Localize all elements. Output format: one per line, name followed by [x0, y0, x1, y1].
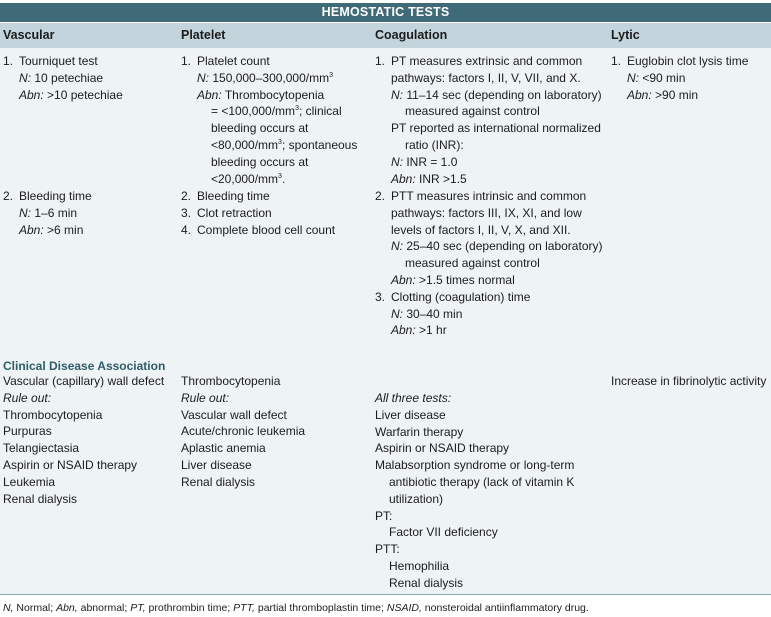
list-item: Warfarin therapy: [375, 424, 464, 439]
abnormal-value: Abn: >1.5 times normal: [391, 272, 515, 287]
list-item: Renal dialysis: [181, 474, 256, 489]
header-platelet: Platelet: [181, 28, 226, 42]
list-item: Renal dialysis: [3, 491, 78, 506]
clinical-section-title: Clinical Disease Association: [3, 359, 166, 373]
coagulation-tests-2: 2. PTT measures intrinsic and common pathways: factors III, IX, XI, and low levels of factors I, II, V, X, and XII. N: 25–40 sec (depending on laboratory) measured against control Abn: >1.5 times normal 3. Clotting (coagulation) time N: 30–40 min Abn: >1 hr: [375, 189, 603, 338]
clinical-lytic: Increase in fibrinolytic activity: [611, 374, 767, 388]
list-item: Renal dialysis: [389, 575, 464, 590]
list-item: Malabsorption syndrome or long-term: [375, 458, 575, 473]
clinical-platelet: Thrombocytopenia Rule out: Vascular wall defect Acute/chronic leukemia Aplastic anemia Liver disease Renal dialysis: [181, 374, 306, 489]
abnormal-value: Abn: >10 petechiae: [19, 87, 123, 102]
abnormal-value: Abn: >6 min: [19, 222, 84, 237]
lytic-tests: [611, 53, 748, 103]
normal-value: N: <90 min: [627, 70, 686, 85]
list-item: Aspirin or NSAID therapy: [3, 457, 138, 472]
normal-value: N: 11–14 sec (depending on laboratory): [391, 87, 602, 102]
list-item: Acute/chronic leukemia: [181, 424, 306, 439]
list-item: 2. Bleeding time: [181, 189, 270, 203]
abnormal-value: Abn: Thrombocytopenia: [197, 87, 325, 102]
clinical-vascular: Vascular (capillary) wall defect Rule out: Thrombocytopenia Purpuras Telangiectasia Aspirin or NSAID therapy Leukemia Renal dialysis: [3, 374, 165, 506]
table-footnote: N, Normal; Abn, abnormal; PT, prothrombin time; PTT, partial thromboplastin time; NSAID, nonsteroidal antiinflammatory drug.: [3, 602, 589, 614]
header-vascular: Vascular: [3, 28, 55, 42]
list-item: 1. Euglobin clot lysis time: [611, 54, 749, 68]
list-item: Vascular wall defect: [181, 407, 287, 422]
platelet-tests: 1. Platelet count N: $150,000-300,000/mm^3$ Abn: Thrombocytopenia = $<100,000/mm^3$; clinical bleeding occurs at $<80,000/mm^3$; spontaneous bleeding occurs at $<20,000/mm^3$.: [181, 54, 358, 186]
list-item: 2. Bleeding time: [3, 189, 92, 203]
list-item: Aplastic anemia: [181, 441, 266, 456]
list-item: Leukemia: [3, 474, 56, 489]
list-item: Telangiectasia: [3, 441, 80, 456]
vascular-tests: [3, 53, 123, 103]
list-item: 1. Platelet count: [181, 54, 270, 68]
list-item: Aspirin or NSAID therapy: [375, 441, 510, 456]
list-item: 3. Clot retraction: [181, 205, 272, 220]
normal-value: N: 10 petechiae: [19, 70, 104, 85]
list-item: Factor VII deficiency: [389, 525, 498, 540]
list-item: Thrombocytopenia: [3, 407, 103, 422]
list-item: Liver disease: [181, 457, 252, 472]
platelet-tests-2: [181, 188, 335, 238]
list-item: 3. Clotting (coagulation) time: [375, 289, 531, 304]
list-item: 4. Complete blood cell count: [181, 222, 336, 237]
normal-value: N: $150,000-300,000/mm^3$: [197, 70, 334, 85]
normal-value: N: 25–40 sec (depending on laboratory): [391, 239, 603, 254]
abnormal-value: Abn: >90 min: [627, 87, 699, 102]
list-item: 1. Tourniquet test: [3, 54, 98, 68]
header-coagulation: Coagulation: [375, 28, 448, 42]
coagulation-tests: 1. PT measures extrinsic and common pathways: factors I, II, V, VII, and X. N: 11–14 sec (depending on laboratory) measured against control PT reported as international normalized ratio (INR): N: INR = 1.0 Abn: INR >1.5: [375, 54, 602, 186]
abnormal-value: Abn: INR >1.5: [391, 171, 467, 186]
header-lytic: Lytic: [611, 28, 640, 42]
list-item: Liver disease: [375, 407, 446, 422]
clinical-coagulation: All three tests: Liver disease Warfarin therapy Aspirin or NSAID therapy Malabsorption syndrome or long-term antibiotic therapy (lack of vitamin K utilization) PT: Factor VII deficiency PTT: Hemophilia Renal dialysis: [375, 391, 575, 590]
list-item: 2. PTT measures intrinsic and common: [375, 189, 587, 203]
normal-value: N: 30–40 min: [391, 306, 463, 321]
column-header-row: [0, 23, 771, 48]
abnormal-value: Abn: >1 hr: [391, 323, 447, 338]
list-item: 1. PT measures extrinsic and common: [375, 54, 583, 68]
normal-value: N: INR = 1.0: [391, 154, 458, 169]
list-item: Purpuras: [3, 424, 52, 439]
list-item: Hemophilia: [389, 558, 450, 573]
table-title: HEMOSTATIC TESTS: [0, 3, 771, 22]
vascular-tests-2: [3, 188, 92, 238]
normal-value: N: 1–6 min: [19, 205, 78, 220]
